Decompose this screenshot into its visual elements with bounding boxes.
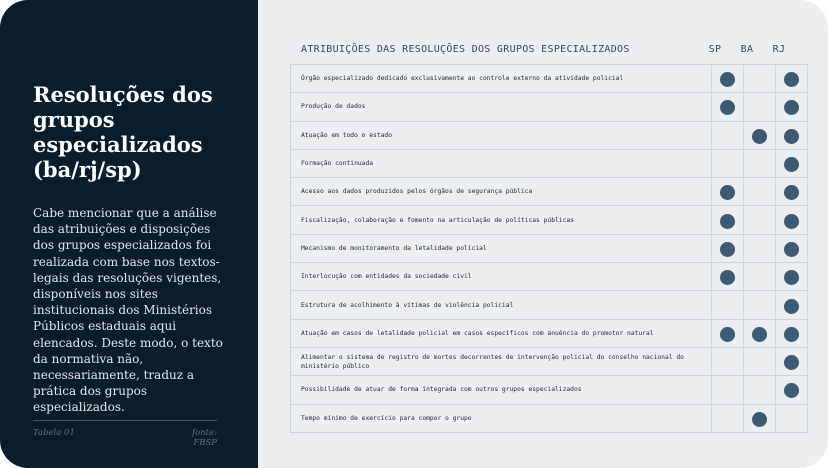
marker-dot-ba [752,129,767,144]
marker-dot-sp [720,72,735,87]
cell-rj [776,121,808,149]
source-label: fonte: FBSP [191,428,217,448]
cell-rj [776,149,808,177]
cell-rj [776,206,808,234]
cell-rj [776,263,808,291]
table-row [291,319,808,347]
table-row [291,65,808,93]
marker-dot-rj [784,299,799,314]
table-row [291,404,808,432]
marker-dot-sp [720,185,735,200]
row-label: Atuação em todo o estado [291,121,712,149]
cell-ba [744,263,776,291]
row-label: Alimentar o sistema de registro de mortes decorrentes de intervenção policial do conselho nacional do ministério público [291,347,712,375]
table-row [291,263,808,291]
table-row [291,291,808,319]
cell-sp [712,93,744,121]
sidebar-panel [0,0,258,468]
column-header-sp: SP [708,44,722,55]
marker-dot-sp [720,242,735,257]
marker-dot-rj [784,157,799,172]
table-row [291,347,808,375]
table-title: ATRIBUIÇÕES DAS RESOLUÇÕES DOS GRUPOS ESPECIALIZADOS [301,44,630,55]
marker-dot-rj [784,100,799,115]
marker-dot-rj [784,242,799,257]
description-text: Cabe mencionar que a análise das atribuições e disposições dos grupos especializados foi realizada com base nos textos-legais das resoluções vigentes, disponíveis nos sites institucionais dos Ministérios Públicos estaduais aqui elencados. Deste modo, o texto da normativa não, necessariamente, traduz a prática dos grupos especializados. [33,206,223,415]
attributions-table [290,64,808,433]
cell-ba [744,178,776,206]
cell-rj [776,319,808,347]
table-row [291,149,808,177]
marker-dot-ba [752,327,767,342]
marker-dot-ba [752,412,767,427]
cell-rj [776,178,808,206]
marker-dot-rj [784,72,799,87]
cell-rj [776,93,808,121]
marker-dot-rj [784,383,799,398]
cell-sp [712,234,744,262]
cell-sp [712,263,744,291]
row-label: Produção de dados [291,93,712,121]
cell-ba [744,93,776,121]
column-header-ba: BA [740,44,754,55]
marker-dot-rj [784,214,799,229]
cell-ba [744,319,776,347]
row-label: Fiscalização, colaboração e fomento na articulação de políticas públicas [291,206,712,234]
cell-rj [776,347,808,375]
row-label: Possibilidade de atuar de forma integrada com outros grupos especializados [291,376,712,404]
table-row [291,376,808,404]
marker-dot-sp [720,100,735,115]
cell-ba [744,234,776,262]
marker-dot-rj [784,355,799,370]
marker-dot-rj [784,185,799,200]
row-label: Mecanismo de monitoramento da letalidade policial [291,234,712,262]
cell-sp [712,376,744,404]
cell-sp [712,347,744,375]
row-label: Interlocução com entidades da sociedade civil [291,263,712,291]
marker-dot-sp [720,327,735,342]
marker-dot-sp [720,270,735,285]
divider [33,420,217,421]
cell-sp [712,149,744,177]
cell-ba [744,291,776,319]
cell-sp [712,206,744,234]
cell-rj [776,234,808,262]
cell-sp [712,121,744,149]
cell-rj [776,291,808,319]
row-label: Tempo mínimo de exercício para compor o grupo [291,404,712,432]
table-row [291,93,808,121]
table-row [291,206,808,234]
table-label: Tabela 01 [33,428,75,438]
row-label: Estrutura de acolhimento à vítimas de violência policial [291,291,712,319]
row-label: Acesso aos dados produzidos pelos órgãos de segurança pública [291,178,712,206]
marker-dot-rj [784,270,799,285]
cell-sp [712,404,744,432]
page-title: Resoluções dos grupos especializados (ba/rj/sp) [33,82,213,182]
cell-ba [744,404,776,432]
cell-ba [744,149,776,177]
cell-rj [776,404,808,432]
row-label: Órgão especializado dedicado exclusivamente ao controle externo da atividade policial [291,65,712,93]
column-header-rj: RJ [772,44,786,55]
table-row [291,121,808,149]
marker-dot-rj [784,129,799,144]
marker-dot-sp [720,214,735,229]
table-row [291,234,808,262]
cell-rj [776,65,808,93]
cell-sp [712,319,744,347]
cell-sp [712,65,744,93]
cell-ba [744,206,776,234]
cell-rj [776,376,808,404]
row-label: Atuação em casos de letalidade policial em casos específicos com anuência do promotor natural [291,319,712,347]
cell-ba [744,376,776,404]
cell-sp [712,291,744,319]
marker-dot-rj [784,327,799,342]
cell-ba [744,347,776,375]
cell-ba [744,65,776,93]
cell-sp [712,178,744,206]
table-row [291,178,808,206]
row-label: Formação continuada [291,149,712,177]
cell-ba [744,121,776,149]
